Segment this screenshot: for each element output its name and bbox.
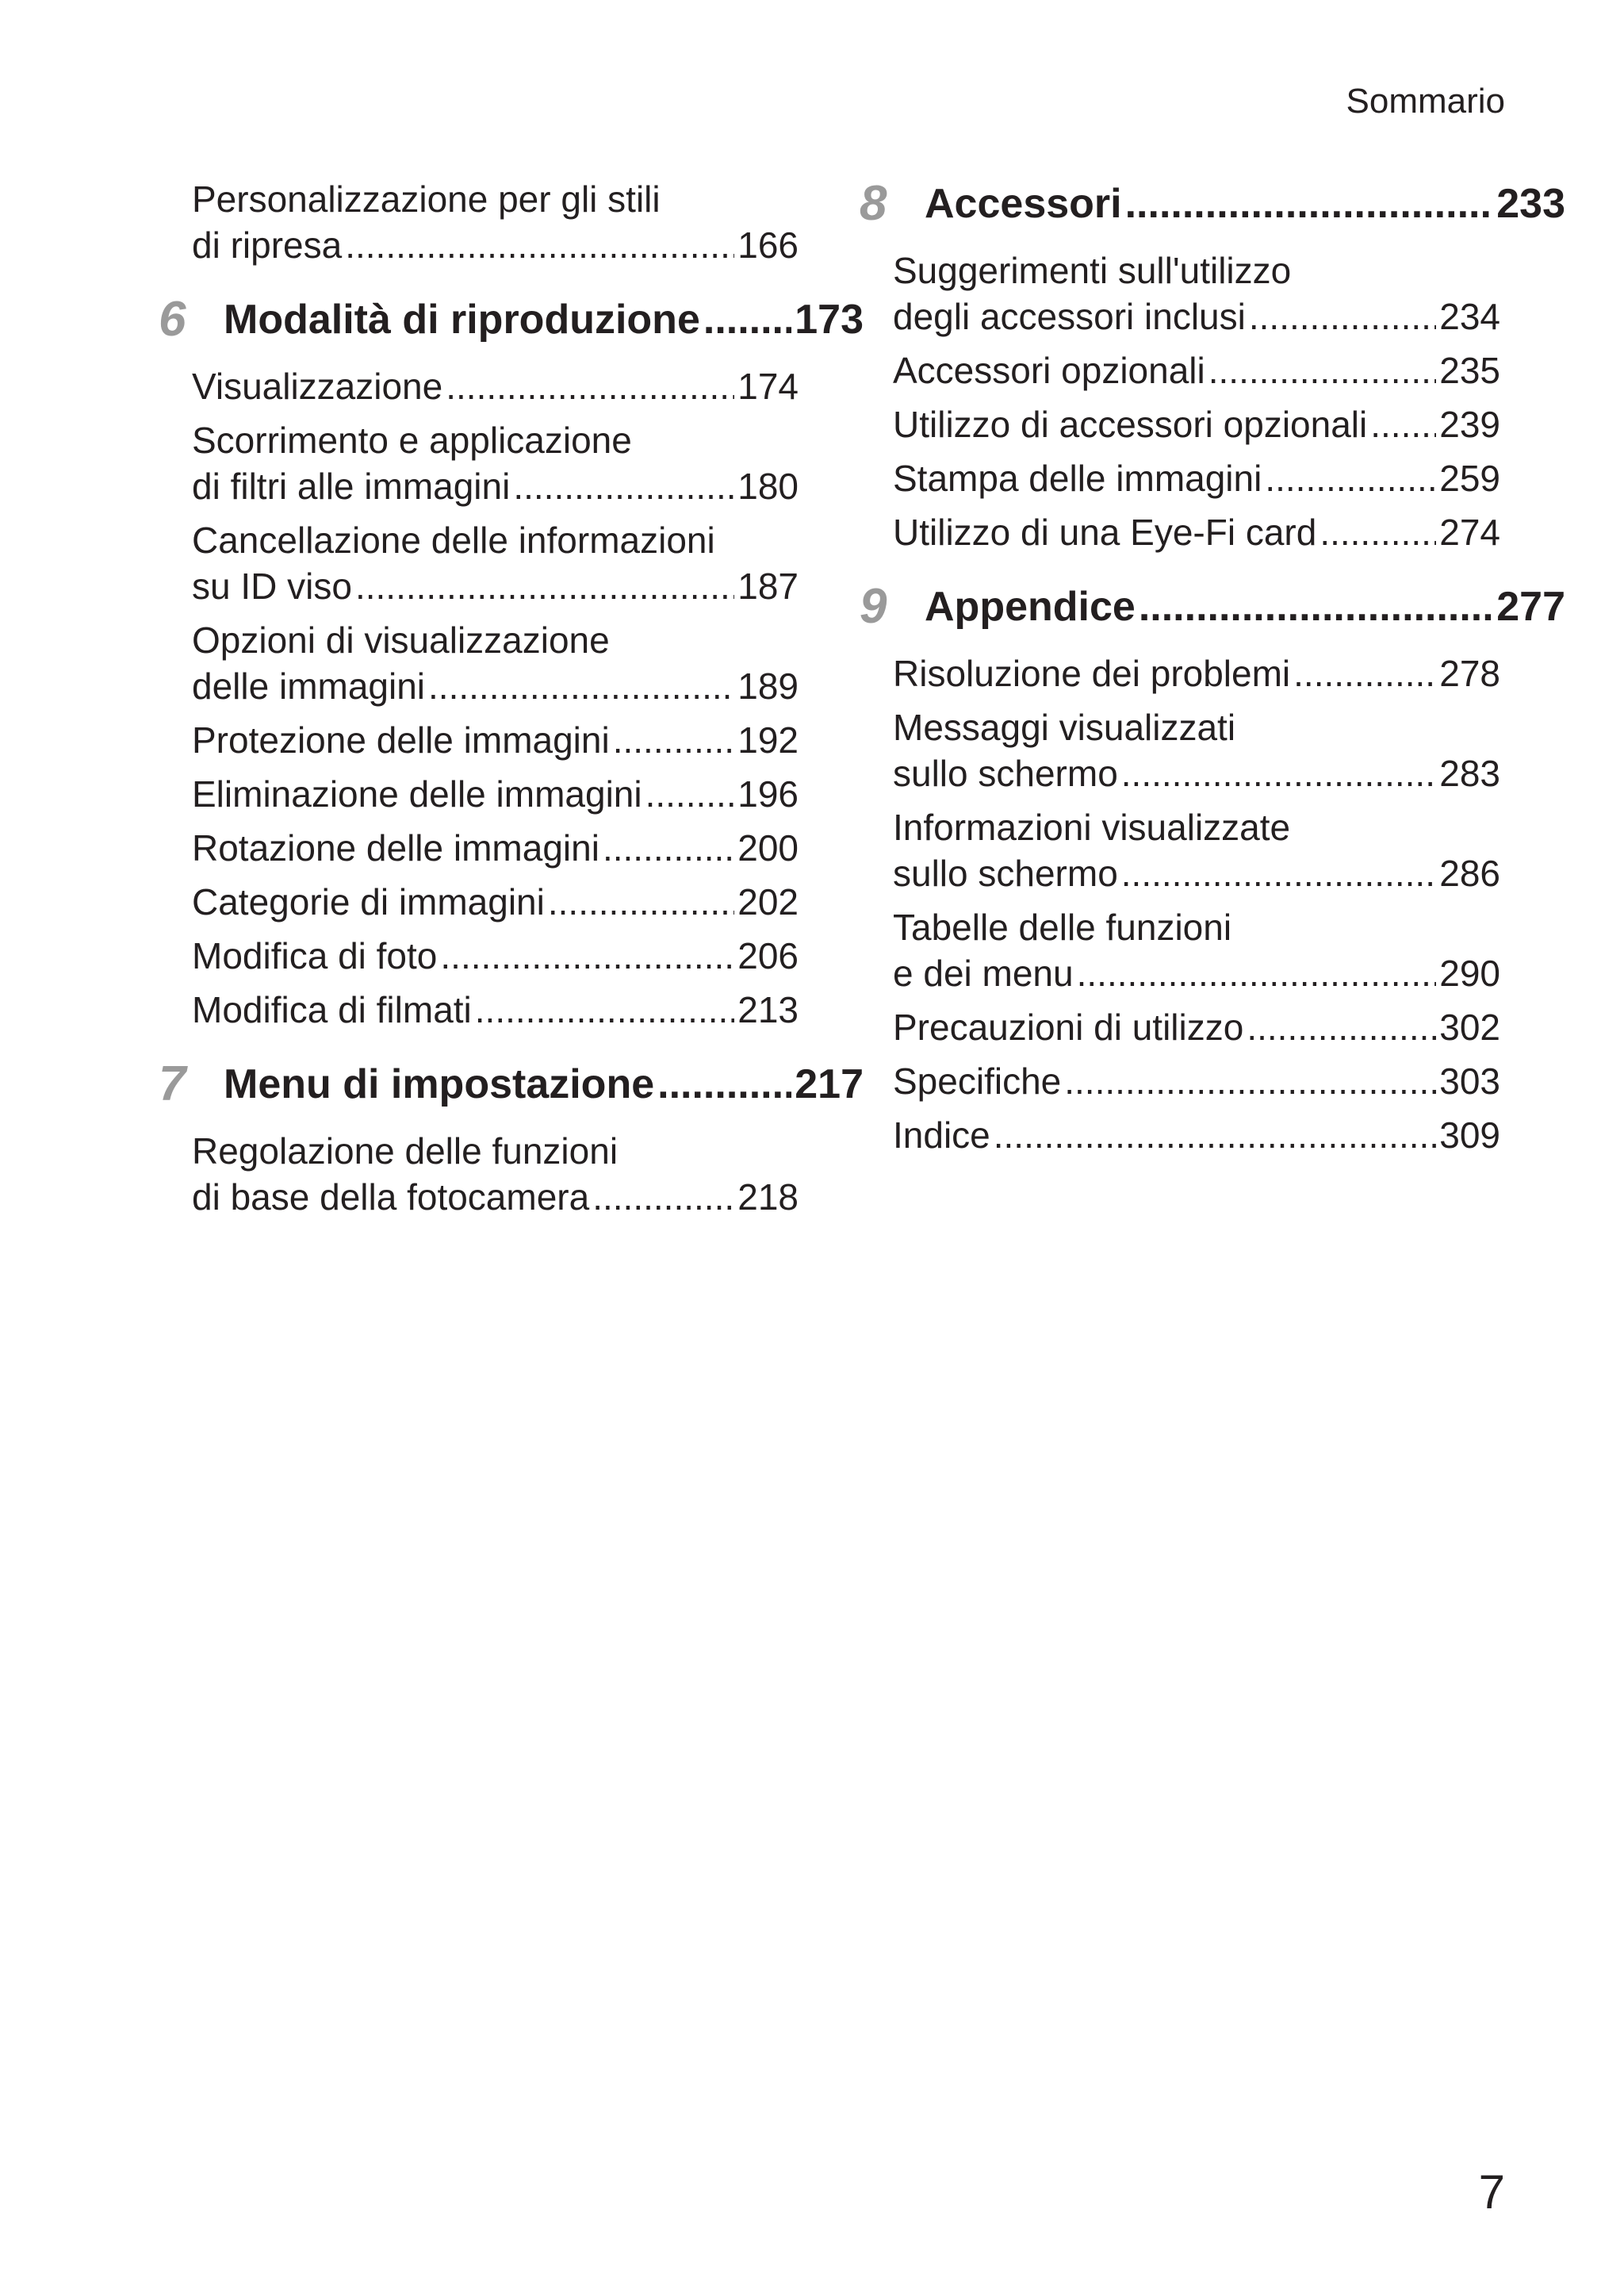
- dot-leader: [1247, 1004, 1436, 1050]
- toc-entry-page: 174: [737, 366, 799, 407]
- toc-entry-page: 283: [1439, 753, 1500, 794]
- dot-leader: [1077, 950, 1437, 996]
- dot-leader: [1064, 1058, 1436, 1104]
- toc-entry-page: 286: [1439, 853, 1500, 894]
- toc-entry[interactable]: [192, 879, 799, 925]
- toc-entry[interactable]: [893, 704, 1500, 796]
- toc-entry-page: 200: [737, 827, 799, 869]
- toc-entry[interactable]: [192, 417, 799, 509]
- toc-entry-line1: Scorrimento e applicazione: [192, 420, 632, 461]
- dot-leader: [603, 825, 734, 871]
- toc-entry-title: Precauzioni di utilizzo: [893, 1007, 1244, 1048]
- toc-entry[interactable]: [893, 509, 1500, 555]
- dot-leader: [657, 1057, 791, 1112]
- toc-entry-line1: Suggerimenti sull'utilizzo: [893, 250, 1292, 291]
- toc-entry-page: 180: [737, 466, 799, 507]
- toc-entry-title: di filtri alle immagini: [192, 466, 511, 507]
- toc-entry[interactable]: [192, 1128, 799, 1220]
- toc-entry[interactable]: [192, 771, 799, 817]
- toc-entry[interactable]: [893, 804, 1500, 896]
- toc-entry-title: Categorie di immagini: [192, 881, 545, 923]
- chapter-heading-7[interactable]: [159, 1057, 864, 1112]
- toc-entry-title: delle immagini: [192, 666, 426, 707]
- dot-leader: [703, 292, 791, 347]
- toc-entry-title: e dei menu: [893, 953, 1074, 994]
- toc-entry-page: 235: [1439, 350, 1500, 391]
- dot-leader: [1370, 401, 1436, 447]
- dot-leader: [994, 1112, 1437, 1158]
- toc-entry-title: Rotazione delle immagini: [192, 827, 599, 869]
- chapter-page: 277: [1496, 584, 1565, 630]
- toc-entry-title: Visualizzazione: [192, 366, 443, 407]
- toc-entry[interactable]: [893, 904, 1500, 996]
- toc-entry-title: Modifica di foto: [192, 935, 438, 976]
- chapter-number: 7: [159, 1057, 186, 1111]
- dot-leader: [1121, 850, 1436, 896]
- toc-entry-page: 218: [737, 1176, 799, 1218]
- chapter-title: Modalità di riproduzione: [224, 297, 700, 343]
- dot-leader: [645, 771, 735, 817]
- dot-leader: [592, 1174, 734, 1220]
- toc-entry[interactable]: [893, 401, 1500, 447]
- toc-entry[interactable]: [893, 650, 1500, 696]
- toc-entry-line1: Cancellazione delle informazioni: [192, 520, 715, 561]
- toc-entry-title: Eliminazione delle immagini: [192, 773, 642, 815]
- toc-entry-continuation[interactable]: [192, 176, 799, 268]
- toc-left-column: [159, 176, 864, 1228]
- dot-leader: [355, 563, 734, 609]
- toc-entry[interactable]: [893, 1112, 1500, 1158]
- toc-entry-line1: Informazioni visualizzate: [893, 807, 1291, 848]
- header-section-label: Sommario: [1346, 82, 1505, 121]
- dot-leader: [1121, 750, 1436, 796]
- toc-entry-title: Indice: [893, 1114, 990, 1156]
- dot-leader: [345, 222, 734, 268]
- toc-entry-page: 290: [1439, 953, 1500, 994]
- toc-entry[interactable]: [192, 517, 799, 609]
- toc-entry-page: 234: [1439, 296, 1500, 337]
- toc-entry-page: 206: [737, 935, 799, 976]
- chapter-number: 8: [860, 176, 887, 231]
- toc-entry-page: 303: [1439, 1061, 1500, 1102]
- toc-entry[interactable]: [893, 1004, 1500, 1050]
- chapter-number: 6: [159, 292, 186, 347]
- toc-entry-title: degli accessori inclusi: [893, 296, 1246, 337]
- toc-entry-line1: Tabelle delle funzioni: [893, 907, 1232, 948]
- toc-entry-page: 259: [1439, 458, 1500, 499]
- toc-entry-title: di ripresa: [192, 224, 343, 266]
- toc-entry-page: 189: [737, 666, 799, 707]
- chapter-heading-6[interactable]: [159, 292, 864, 347]
- toc-entry-page: 309: [1439, 1114, 1500, 1156]
- toc-entry-title: Protezione delle immagini: [192, 719, 610, 761]
- chapter-heading-8[interactable]: [860, 176, 1565, 232]
- toc-entry-line1: Messaggi visualizzati: [893, 707, 1236, 748]
- dot-leader: [428, 663, 734, 709]
- toc-entry-page: 239: [1439, 404, 1500, 445]
- dot-leader: [475, 987, 734, 1033]
- toc-entry-title: Utilizzo di una Eye-Fi card: [893, 512, 1317, 553]
- toc-entry-page: 187: [737, 566, 799, 607]
- dot-leader: [1320, 509, 1436, 555]
- toc-entry-title: di base della fotocamera: [192, 1176, 590, 1218]
- toc-entry-line1: Opzioni di visualizzazione: [192, 619, 610, 661]
- dot-leader: [1139, 579, 1493, 635]
- dot-leader: [440, 933, 734, 979]
- dot-leader: [1249, 293, 1436, 339]
- dot-leader: [1293, 650, 1436, 696]
- dot-leader: [613, 717, 735, 763]
- toc-entry[interactable]: [192, 717, 799, 763]
- chapter-heading-9[interactable]: [860, 579, 1565, 635]
- toc-entry-title: Risoluzione dei problemi: [893, 653, 1291, 694]
- toc-entry-title: Stampa delle immagini: [893, 458, 1262, 499]
- chapter-title: Accessori: [925, 181, 1122, 227]
- toc-entry-title: Accessori opzionali: [893, 350, 1205, 391]
- toc-entry-page: 213: [737, 989, 799, 1030]
- chapter-page: 217: [795, 1061, 864, 1107]
- toc-entry-title: Utilizzo di accessori opzionali: [893, 404, 1368, 445]
- toc-entry[interactable]: [192, 617, 799, 709]
- chapter-page: 233: [1496, 181, 1565, 227]
- chapter-page: 173: [795, 297, 864, 343]
- toc-entry[interactable]: [893, 455, 1500, 501]
- toc-entry-page: 196: [737, 773, 799, 815]
- chapter-title: Appendice: [925, 584, 1136, 630]
- toc-entry-page: 278: [1439, 653, 1500, 694]
- toc-entry-page: 166: [737, 224, 799, 266]
- toc-entry-title: sullo schermo: [893, 853, 1118, 894]
- dot-leader: [548, 879, 734, 925]
- toc-entry[interactable]: [893, 347, 1500, 393]
- toc-entry-page: 302: [1439, 1007, 1500, 1048]
- dot-leader: [446, 363, 734, 409]
- toc-entry[interactable]: [192, 363, 799, 409]
- toc-entry-page: 192: [737, 719, 799, 761]
- toc-entry[interactable]: [893, 247, 1500, 339]
- toc-entry-title: Specifiche: [893, 1061, 1062, 1102]
- page-number: 7: [1478, 2165, 1505, 2219]
- toc-entry[interactable]: [192, 825, 799, 871]
- chapter-number: 9: [860, 579, 887, 634]
- toc-entry-line1: Personalizzazione per gli stili: [192, 178, 661, 220]
- dot-leader: [1125, 176, 1494, 232]
- toc-entry-title: sullo schermo: [893, 753, 1118, 794]
- toc-right-column: [860, 176, 1565, 1166]
- toc-entry-page: 274: [1439, 512, 1500, 553]
- toc-entry[interactable]: [192, 933, 799, 979]
- toc-entry-page: 202: [737, 881, 799, 923]
- toc-entry-line1: Regolazione delle funzioni: [192, 1130, 619, 1172]
- toc-entry[interactable]: [192, 987, 799, 1033]
- toc-entry[interactable]: [893, 1058, 1500, 1104]
- toc-entry-title: Modifica di filmati: [192, 989, 472, 1030]
- dot-leader: [513, 463, 734, 509]
- dot-leader: [1208, 347, 1437, 393]
- toc-entry-title: su ID viso: [192, 566, 352, 607]
- chapter-title: Menu di impostazione: [224, 1061, 655, 1107]
- dot-leader: [1265, 455, 1436, 501]
